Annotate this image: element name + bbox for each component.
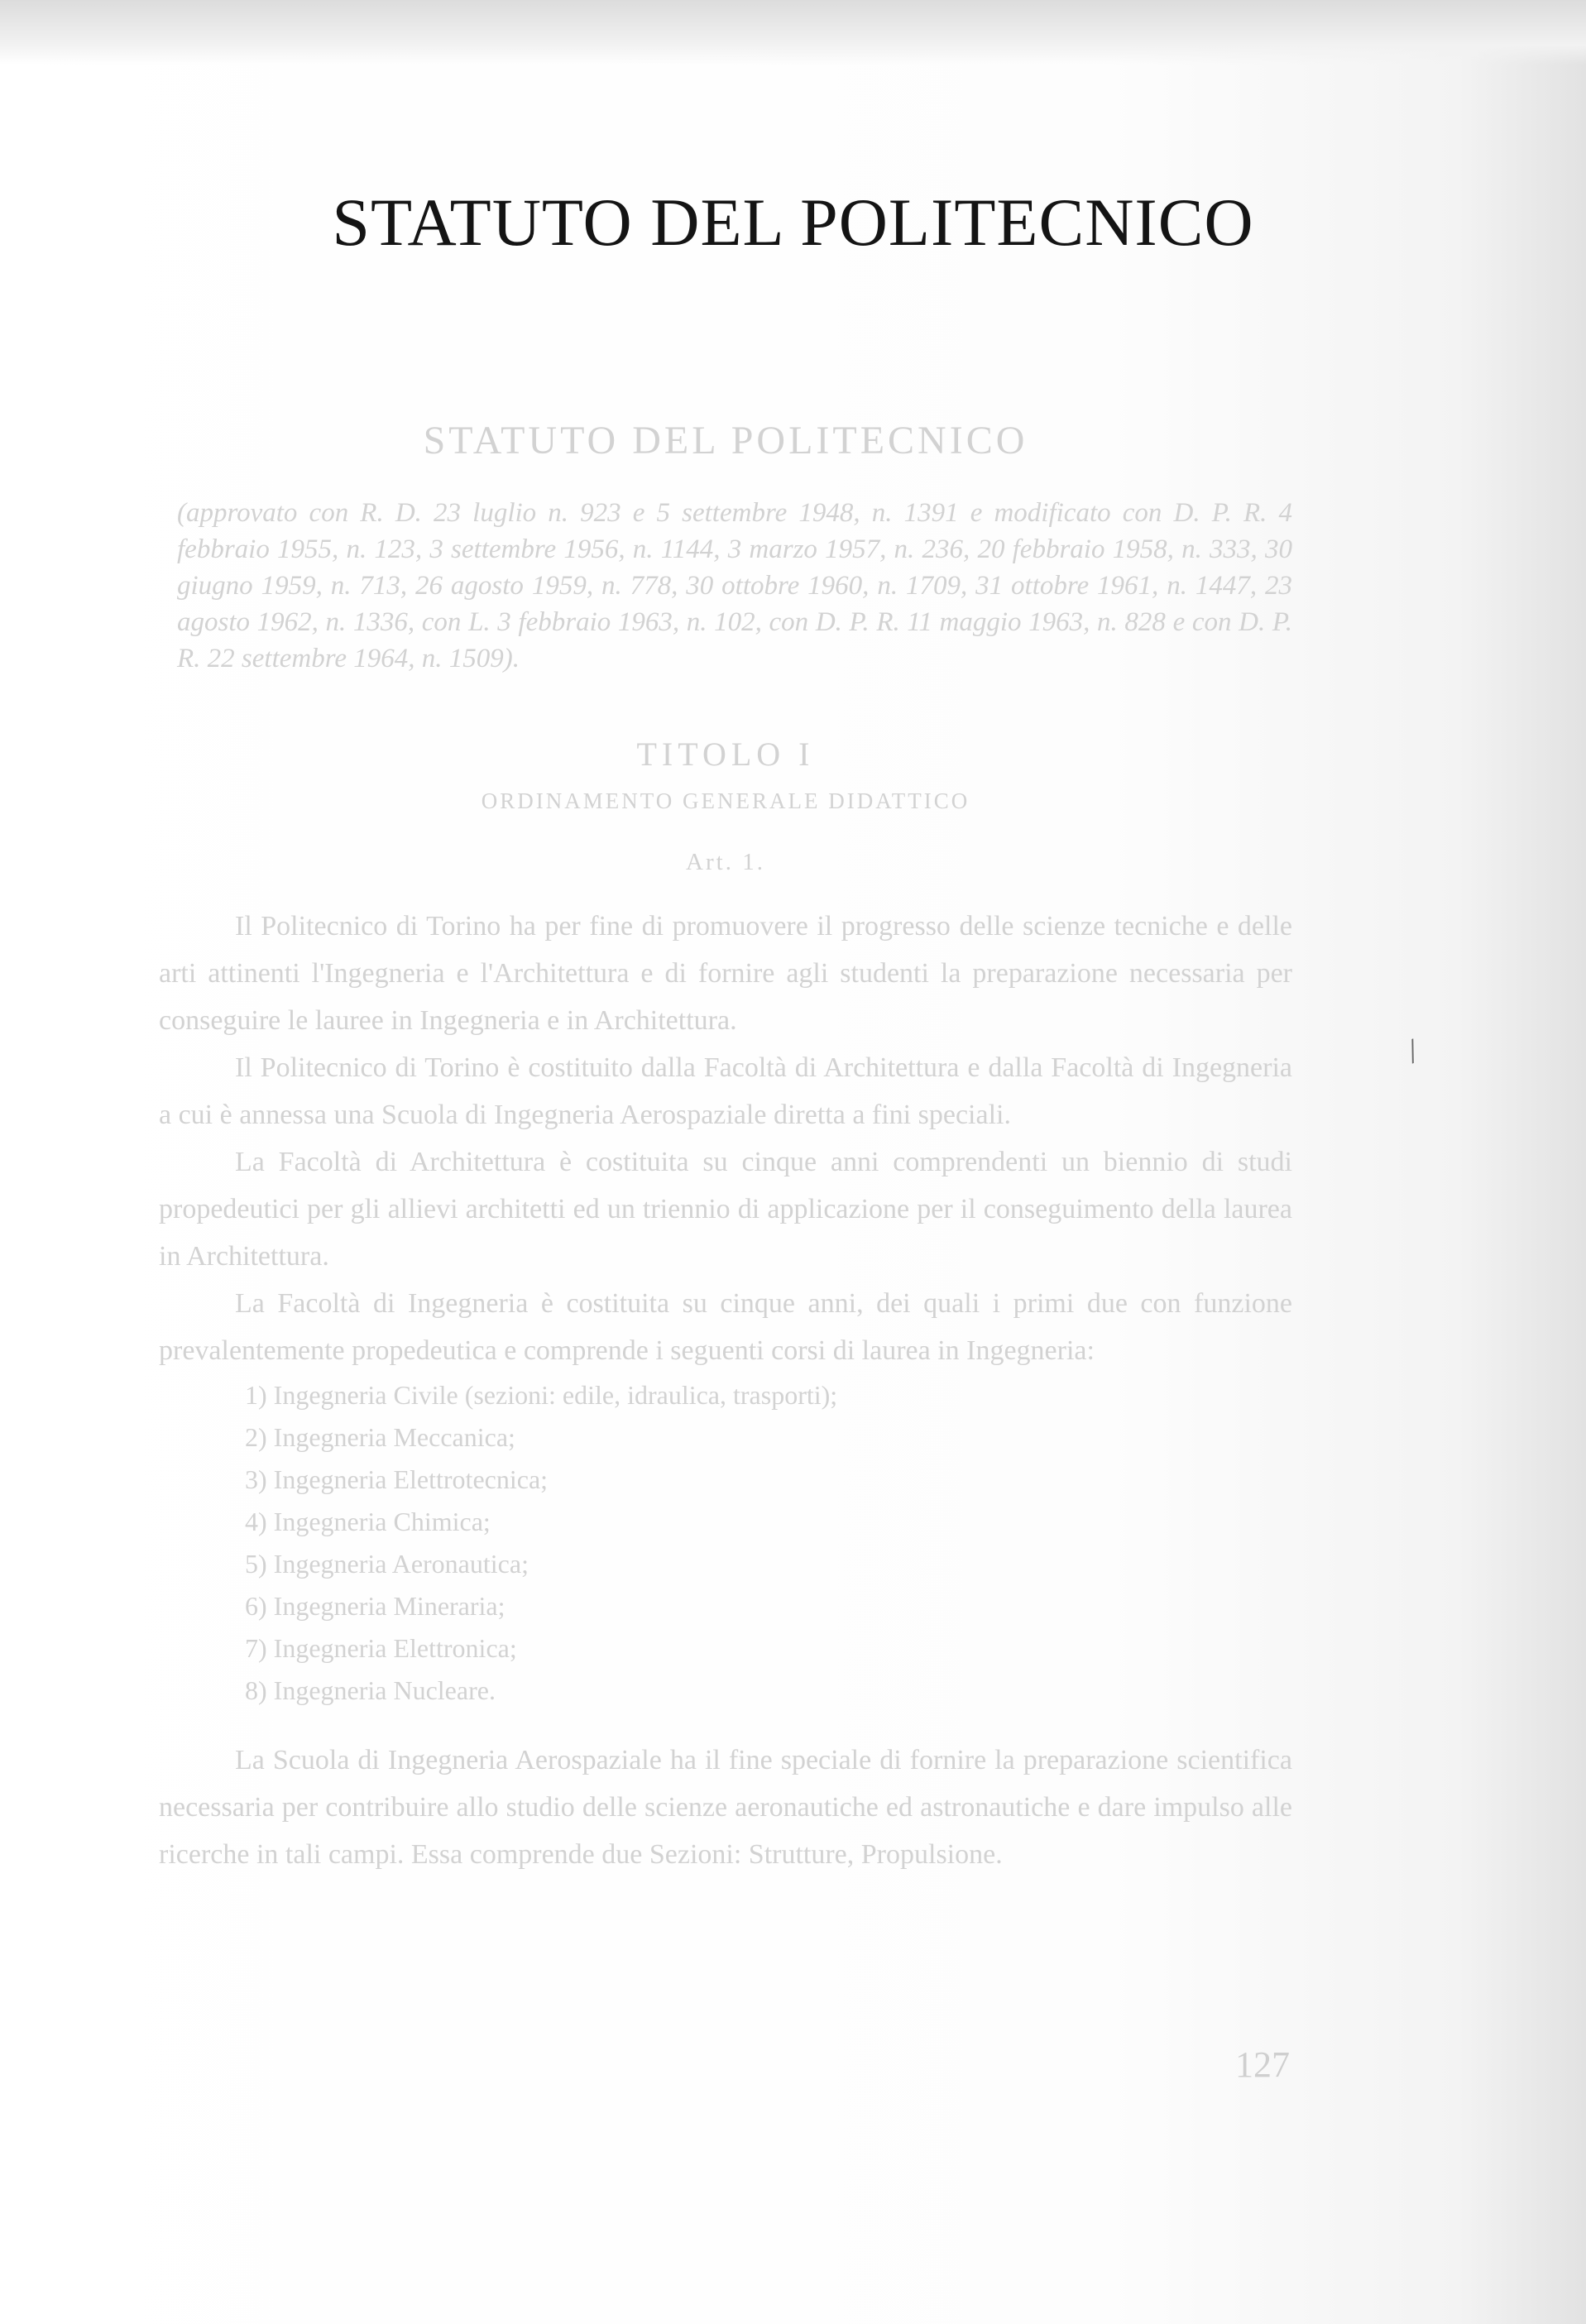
- list-item: 2) Ingegneria Meccanica;: [245, 1422, 515, 1452]
- ghost-course-list: [159, 1374, 1292, 1712]
- list-item: 7) Ingegneria Elettronica;: [245, 1633, 517, 1663]
- ghost-approval-note: (approvato con R. D. 23 luglio n. 923 e 5 settembre 1948, n. 1391 e modificato con D. P. R. 4 febbraio 1955, n. 123, 3 settembre 1956, n. 1144, 3 marzo 1957, n. 236, 20 febbraio 1958, n. 333, 30 giugno 1959, n. 713, 26 agosto 1959, n. 778, 30 ottobre 1960, n. 1709, 31 ottobre 1961, n. 1447, 23 agosto 1962, n. 1336, con L. 3 febbraio 1963, n. 102, con D. P. R. 11 maggio 1963, n. 828 e con D. P. R. 22 settembre 1964, n. 1509).: [177, 498, 1292, 673]
- list-item: 3) Ingegneria Elettrotecnica;: [245, 1464, 549, 1494]
- pencil-mark: /: [1402, 1032, 1425, 1071]
- page-edge-shadow: [0, 0, 1586, 65]
- ghost-page-number: 127: [1235, 2044, 1290, 2085]
- ghost-title: STATUTO DEL POLITECNICO: [423, 419, 1028, 462]
- ghost-paragraph: La Facoltà di Ingegneria è costituita su cinque anni, dei quali i primi due con funzione prevalentemente propedeutica e comprende i seguenti corsi di laurea in Ingegneria:: [159, 1288, 1292, 1366]
- list-item: 5) Ingegneria Aeronautica;: [245, 1549, 529, 1579]
- list-item: 4) Ingegneria Chimica;: [245, 1507, 491, 1536]
- page-title: STATUTO DEL POLITECNICO: [332, 184, 1254, 260]
- ghost-paragraph: Il Politecnico di Torino è costituito dalla Facoltà di Architettura e dalla Facoltà di Ingegneria a cui è annessa una Scuola di Ingegneria Aerospaziale diretta a fini speciali.: [159, 1052, 1292, 1130]
- ghost-titolo: TITOLO I: [636, 736, 815, 773]
- list-item: 1) Ingegneria Civile (sezioni: edile, idraulica, trasporti);: [245, 1380, 838, 1410]
- ghost-article: Art. 1.: [686, 849, 765, 875]
- ghost-subtitle: ORDINAMENTO GENERALE DIDATTICO: [481, 788, 970, 813]
- list-item: 6) Ingegneria Mineraria;: [245, 1591, 506, 1621]
- list-item: 8) Ingegneria Nucleare.: [245, 1675, 496, 1705]
- ghost-paragraph: Il Politecnico di Torino ha per fine di promuovere il progresso delle scienze tecniche e delle arti attinenti l'Ingegneria e l'Architettura e di fornire agli studenti la preparazione necessaria per conseguire le lauree in Ingegneria e in Architettura.: [159, 911, 1292, 1036]
- bleed-through-text: [159, 418, 1292, 1878]
- ghost-paragraph: La Scuola di Ingegneria Aerospaziale ha il fine speciale di fornire la preparazione scientifica necessaria per contribuire allo studio delle scienze aeronautiche ed astronautiche e dare impulso alle ricerche in tali campi. Essa comprende due Sezioni: Strutture, Propulsione.: [159, 1745, 1292, 1870]
- ghost-paragraph: La Facoltà di Architettura è costituita su cinque anni comprendenti un biennio di studi propedeutici per gli allievi architetti ed un triennio di applicazione per il conseguimento della laurea in Architettura.: [159, 1147, 1292, 1272]
